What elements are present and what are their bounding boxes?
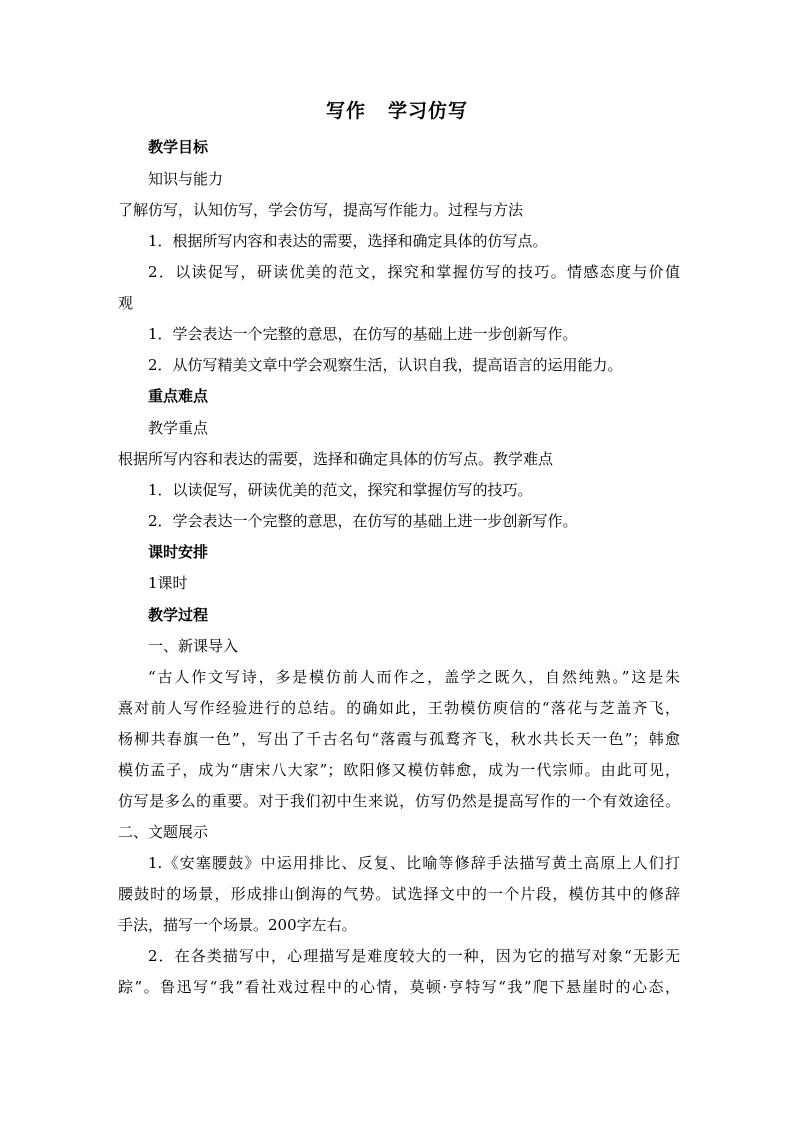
paragraph-line: 根据所写内容和表达的需要，选择和确定具体的仿写点。教学难点 <box>118 450 554 468</box>
paragraph-line: 模仿孟子，成为“唐宋八大家”；欧阳修又模仿韩愈，成为一代宗师。由此可见， <box>118 761 680 779</box>
section-heading: 二、文题展示 <box>118 823 209 841</box>
list-item: 1．以读促写，研读优美的范文，探究和掌握仿写的技巧。 <box>148 481 533 499</box>
list-item: 2．以读促写，研读优美的范文，探究和掌握仿写的技巧。情感态度与价值 <box>148 263 680 281</box>
subheading-teaching-focus: 教学重点 <box>148 419 209 437</box>
list-item: 2．学会表达一个完整的意思，在仿写的基础上进一步创新写作。 <box>148 512 578 530</box>
subheading-knowledge-ability: 知识与能力 <box>148 170 224 188</box>
title-part-1: 写作 <box>325 100 366 122</box>
heading-teaching-goals: 教学目标 <box>148 138 209 156</box>
list-item: 1．根据所写内容和表达的需要，选择和确定具体的仿写点。 <box>148 232 548 250</box>
paragraph-line: 熹对前人写作经验进行的总结。的确如此，王勃模仿庾信的“落花与芝盖齐飞， <box>118 699 680 717</box>
paragraph-line: 2．在各类描写中，心理描写是难度较大的一种，因为它的描写对象“无影无 <box>148 947 680 965</box>
section-heading: 一、新课导入 <box>148 637 239 655</box>
paragraph-line: 腰鼓时的场景，形成排山倒海的气势。试选择文中的一个片段，模仿其中的修辞 <box>118 885 680 903</box>
heading-key-points: 重点难点 <box>148 387 209 405</box>
paragraph-line: “古人作文写诗，多是模仿前人而作之，盖学之既久，自然纯熟。”这是朱 <box>148 668 680 686</box>
paragraph-line: 观 <box>118 294 134 312</box>
list-item: 1．学会表达一个完整的意思，在仿写的基础上进一步创新写作。 <box>148 325 578 343</box>
paragraph-line: 了解仿写，认知仿写，学会仿写，提高写作能力。过程与方法 <box>118 201 524 219</box>
paragraph-line: 踪”。鲁迅写“我”看社戏过程中的心情，莫顿·亨特写“我”爬下悬崖时的心态， <box>118 978 680 996</box>
paragraph-line: 1.《安塞腰鼓》中运用排比、反复、比喻等修辞手法描写黄土高原上人们打 <box>148 854 680 872</box>
title-part-2: 学习仿写 <box>388 100 469 122</box>
paragraph-line: 仿写是多么的重要。对于我们初中生来说，仿写仍然是提高写作的一个有效途径。 <box>118 792 680 810</box>
heading-schedule: 课时安排 <box>148 543 209 561</box>
list-item: 2．从仿写精美文章中学会观察生活，认识自我，提高语言的运用能力。 <box>148 356 623 374</box>
paragraph-line: 杨柳共春旗一色”，写出了千古名句“落霞与孤鹜齐飞，秋水共长天一色”；韩愈 <box>118 730 680 748</box>
page-title <box>0 96 794 123</box>
paragraph-line: 手法，描写一个场景。200字左右。 <box>118 916 357 934</box>
heading-teaching-process: 教学过程 <box>148 606 209 624</box>
paragraph-line: 1课时 <box>148 574 188 592</box>
